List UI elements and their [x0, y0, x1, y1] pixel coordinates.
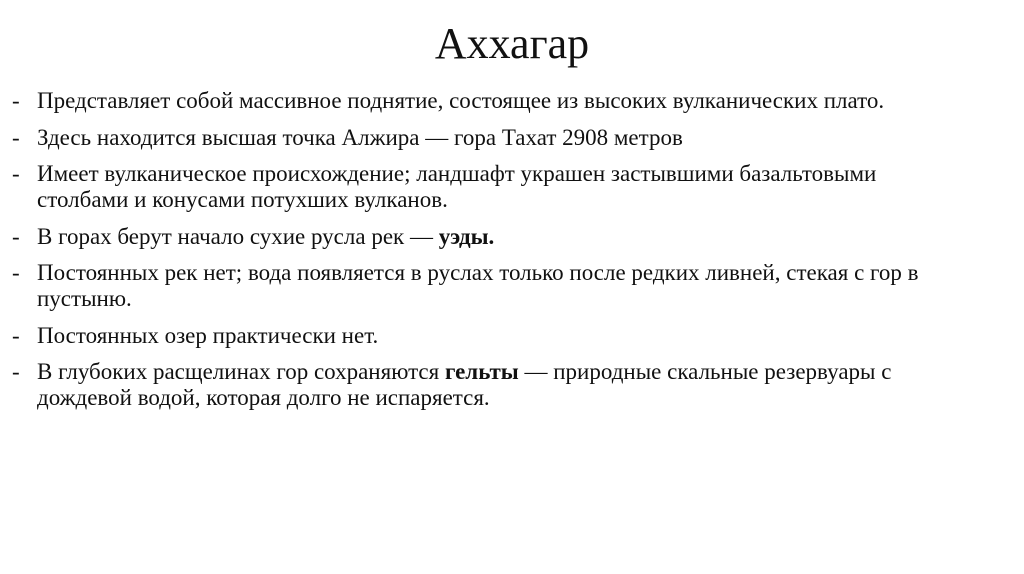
bullet-text: В глубоких расщелинах гор сохраняются	[37, 359, 445, 384]
bullet-marker: -	[12, 88, 20, 113]
bullet-text: Постоянных рек нет; вода появляется в руслах только после редких ливней, стекая с гор в пустыню.	[37, 260, 919, 311]
bullet-text: В горах берут начало сухие русла рек —	[37, 223, 439, 249]
bullet-marker: -	[12, 124, 20, 150]
bullet-item	[12, 161, 972, 213]
bullet-marker: -	[12, 223, 20, 249]
bullet-list	[12, 88, 972, 422]
bullet-item	[12, 88, 972, 114]
bullet-bold-term: гельты	[444, 359, 519, 384]
bullet-text: Здесь находится высшая точка Алжира — гора Тахат 2908 метров	[37, 124, 683, 150]
bullet-text-tail: — природные скальные резервуары с дождевой водой, которая долго не испаряется.	[37, 359, 892, 410]
bullet-marker: -	[12, 322, 20, 348]
bullet-text: Имеет вулканическое происхождение; ландшафт украшен застывшими базальтовыми столбами и конусами потухших вулканов.	[37, 161, 877, 212]
bullet-bold-term: уэды.	[438, 223, 495, 249]
bullet-marker: -	[12, 359, 20, 384]
bullet-text: Постоянных озер практически нет.	[37, 322, 379, 348]
bullet-item	[12, 224, 972, 250]
slide-title: Аххагар	[434, 19, 590, 68]
bullet-item	[12, 260, 972, 312]
bullet-item	[12, 359, 972, 411]
bullet-item	[12, 125, 972, 151]
bullet-text: Представляет собой массивное поднятие, состоящее из высоких вулканических плато.	[37, 88, 885, 113]
bullet-item	[12, 323, 972, 349]
bullet-marker: -	[12, 260, 20, 285]
bullet-marker: -	[12, 161, 20, 186]
